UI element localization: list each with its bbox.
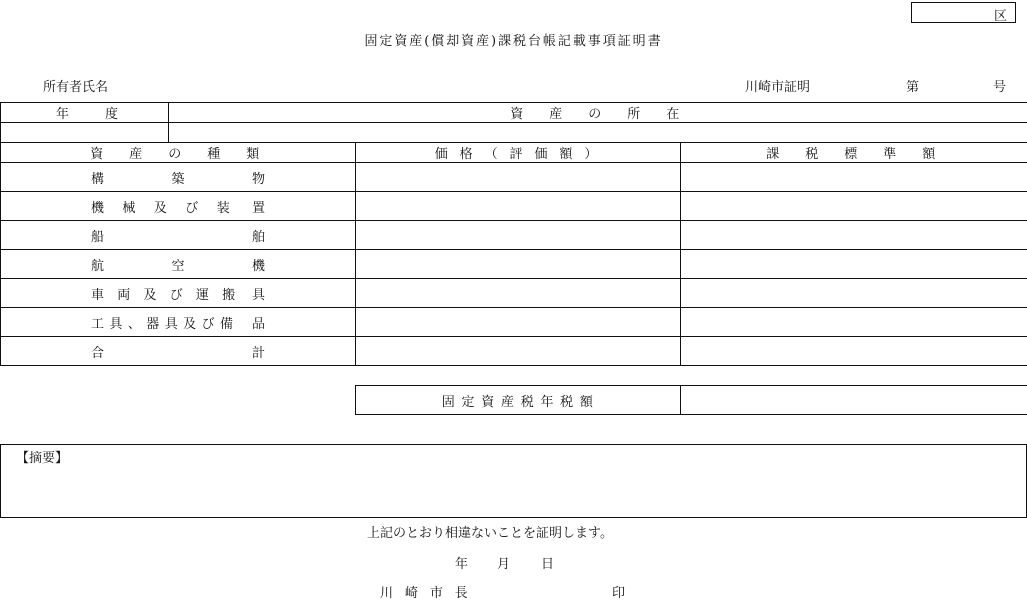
asset-type-right: 機 (252, 255, 265, 274)
tax-base-header: 課 税 標 準 額 (766, 147, 942, 162)
tax-base-cell[interactable] (681, 337, 1027, 366)
annual-tax-label: 固 定 資 産 税 年 税 額 (442, 395, 594, 410)
tax-base-cell[interactable] (681, 250, 1027, 279)
price-cell[interactable] (356, 250, 681, 279)
tax-base-cell[interactable] (681, 279, 1027, 308)
tax-base-cell[interactable] (681, 308, 1027, 337)
price-cell[interactable] (356, 337, 681, 366)
price-cell[interactable] (356, 221, 681, 250)
date-day-label: 日 (541, 553, 554, 572)
table-row (1, 192, 1027, 221)
asset-type-cell (1, 279, 356, 308)
table-row (1, 163, 1027, 192)
asset-type-left: 構 (91, 168, 104, 187)
annual-tax-label-cell (356, 386, 681, 415)
year-location-header-row (1, 103, 1027, 123)
price-header: 価 格 （ 評 価 額 ） (435, 147, 602, 162)
summary-box[interactable] (0, 444, 1027, 518)
asset-type-cell (1, 337, 356, 366)
table-row (1, 337, 1027, 366)
price-cell[interactable] (356, 308, 681, 337)
price-header-cell (356, 143, 681, 163)
certify-statement: 上記のとおり相違ないことを証明します。 (367, 522, 613, 541)
asset-type-right: 置 (252, 197, 265, 216)
table-row (1, 250, 1027, 279)
location-label: 資 産 の 所 在 (510, 107, 686, 122)
ward-suffix-label: 区 (994, 5, 1007, 24)
asset-type-right: 物 (252, 168, 265, 187)
year-location-value-row (1, 123, 1027, 143)
asset-type-right: 品 (252, 313, 265, 332)
tax-base-header-cell (681, 143, 1027, 163)
asset-type-cell (1, 221, 356, 250)
date-month-label: 月 (497, 553, 510, 572)
price-cell[interactable] (356, 279, 681, 308)
asset-type-cell (1, 192, 356, 221)
year-label-a: 年 (56, 103, 69, 122)
summary-label: 【摘要】 (16, 447, 68, 466)
asset-type-left: 船 (91, 226, 104, 245)
asset-type-cell (1, 308, 356, 337)
owner-name-label: 所有者氏名 (43, 76, 108, 95)
tax-base-cell[interactable] (681, 221, 1027, 250)
date-year-label: 年 (455, 553, 468, 572)
asset-type-mid: 築 (171, 168, 184, 187)
annual-tax-table (355, 385, 1027, 415)
cert-number-prefix: 第 (906, 76, 919, 95)
document-title: 固定資産(償却資産)課税台帳記載事項証明書 (0, 30, 1027, 49)
asset-header-row (1, 143, 1027, 163)
tax-base-cell[interactable] (681, 163, 1027, 192)
asset-type-cell (1, 250, 356, 279)
price-cell[interactable] (356, 192, 681, 221)
asset-type-header-cell (1, 143, 356, 163)
year-header-cell (1, 103, 169, 123)
table-row (1, 279, 1027, 308)
cert-org-label: 川崎市証明 (745, 76, 810, 95)
asset-type-mid: 空 (171, 255, 184, 274)
annual-tax-row (356, 386, 1027, 415)
asset-type-right: 計 (252, 342, 265, 361)
table-row (1, 221, 1027, 250)
asset-table (0, 102, 1027, 366)
location-header-cell (169, 103, 1027, 123)
annual-tax-value-cell[interactable] (681, 386, 1027, 415)
table-row (1, 308, 1027, 337)
asset-type-right: 舶 (252, 226, 265, 245)
asset-type-left: 工 具 、 器 具 及 び 備 (91, 313, 234, 332)
asset-type-left: 車 両 及 び 運 搬 (91, 284, 240, 303)
tax-base-cell[interactable] (681, 192, 1027, 221)
asset-type-cell (1, 163, 356, 192)
asset-type-left: 機 械 及 び 装 (91, 197, 237, 216)
asset-type-header: 資 産 の 種 類 (90, 147, 266, 162)
location-value-cell[interactable] (169, 123, 1027, 143)
asset-type-right: 具 (252, 284, 265, 303)
year-label-b: 度 (105, 103, 118, 122)
price-cell[interactable] (356, 163, 681, 192)
asset-type-left: 航 (91, 255, 104, 274)
cert-number-suffix: 号 (993, 76, 1006, 95)
year-value-cell[interactable] (1, 123, 169, 143)
asset-type-left: 合 (91, 342, 104, 361)
seal-label: 印 (612, 582, 625, 601)
mayor-label: 川 崎 市 長 (380, 582, 472, 601)
ward-box[interactable] (911, 2, 1016, 23)
